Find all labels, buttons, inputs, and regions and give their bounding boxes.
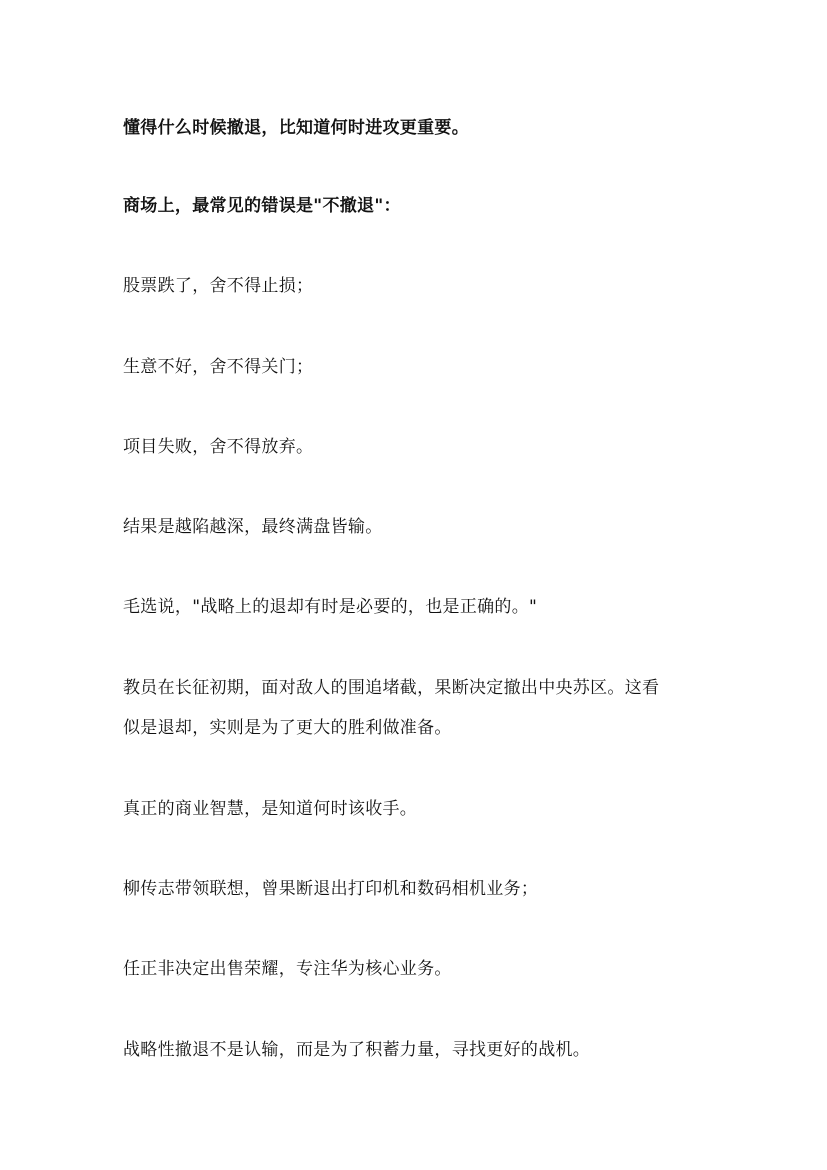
paragraph-12: 战略性撤退不是认输，而是为了积蓄力量，寻找更好的战机。 (123, 1040, 591, 1060)
paragraph-8-line-1: 教员在长征初期，面对敌人的围追堵截，果断决定撤出中央苏区。这看 (123, 678, 660, 698)
paragraph-5: 项目失败，舍不得放弃。 (123, 437, 314, 457)
paragraph-2: 商场上，最常见的错误是"不撤退"： (123, 196, 401, 216)
paragraph-9: 真正的商业智慧，是知道何时该收手。 (123, 799, 418, 819)
paragraph-4: 生意不好，舍不得关门； (123, 357, 314, 377)
paragraph-6: 结果是越陷越深，最终满盘皆输。 (123, 517, 383, 537)
paragraph-11: 任正非决定出售荣耀，专注华为核心业务。 (123, 959, 452, 979)
paragraph-10: 柳传志带领联想，曾果断退出打印机和数码相机业务； (123, 879, 539, 899)
paragraph-3: 股票跌了，舍不得止损； (123, 276, 314, 296)
paragraph-8-line-2: 似是退却，实则是为了更大的胜利做准备。 (123, 718, 452, 738)
paragraph-1: 懂得什么时候撤退，比知道何时进攻更重要。 (123, 118, 469, 138)
paragraph-7: 毛选说，"战略上的退却有时是必要的，也是正确的。" (123, 597, 538, 617)
